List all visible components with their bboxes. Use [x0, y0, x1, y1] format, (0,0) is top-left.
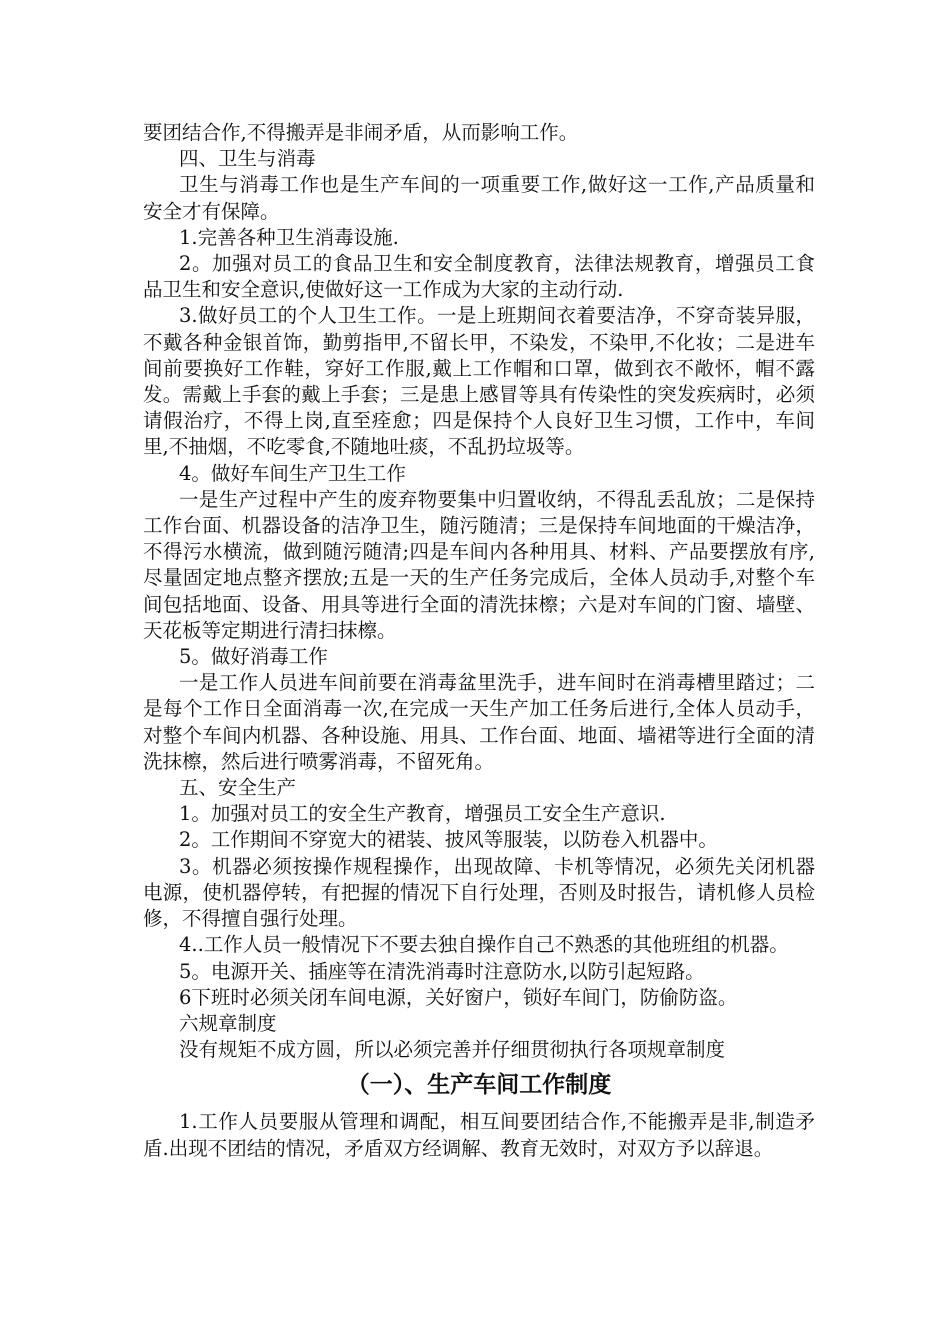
paragraph: 6下班时必须关闭车间电源，关好窗户，锁好车间门，防偷防盗。: [179, 985, 738, 1009]
paragraph: 一是生产过程中产生的废弃物要集中归置收纳，不得乱丢乱放；二是保持工作台面、机器设备的洁净卫生，随污随清；三是保持车间地面的干燥洁净，不得污水横流，做到随污随清;四是车间内各种用具、材料、产品要摆放有序,尽量固定地点整齐摆放;五是一天的生产任务完成后，全体人员动手,对整个车间包括地面、设备、用具等进行全面的清洗抹檫；六是对车间的门窗、墙壁、天花板等定期进行清扫抹檫。: [143, 487, 815, 642]
paragraph: 3.做好员工的个人卫生工作。一是上班期间衣着要洁净，不穿奇装异服，不戴各种金银首饰，勤剪指甲,不留长甲，不染发，不染甲,不化妆；二是进车间前要换好工作鞋，穿好工作服,戴上工作帽和口罩，做到衣不敞怀，帽不露发。需戴上手套的戴上手套；三是患上感冒等具有传染性的突发疾病时，必须请假治疗，不得上岗,直至痊愈；四是保持个人良好卫生习惯，工作中，车间里,不抽烟，不吃零食,不随地吐痰，不乱扔垃圾等。: [143, 304, 815, 459]
paragraph: 1。加强对员工的安全生产教育，增强员工安全生产意识.: [179, 802, 666, 826]
paragraph: 要团结合作,不得搬弄是非闹矛盾，从而影响工作。: [143, 121, 579, 144]
paragraph: 1.完善各种卫生消毒设施.: [179, 225, 399, 249]
paragraph: 四、卫生与消毒: [179, 147, 316, 171]
paragraph: 没有规矩不成方圆，所以必须完善并仔细贯彻执行各项规章制度: [179, 1038, 726, 1062]
paragraph: 4。做好车间生产卫生工作: [179, 461, 406, 485]
document-page: [143, 120, 815, 1162]
paragraph: 4..工作人员一般情况下不要去独自操作自己不熟悉的其他班组的机器。: [179, 933, 789, 957]
paragraph: 六规章制度: [179, 1011, 277, 1035]
paragraph: 5。做好消毒工作: [179, 645, 328, 669]
section-heading: （一）、生产车间工作制度: [346, 1072, 612, 1099]
body-section-a: [143, 120, 815, 1063]
paragraph: 5。电源开关、插座等在清洗消毒时注意防水,以防引起短路。: [179, 959, 705, 983]
body-section-b: [143, 1109, 815, 1161]
paragraph: 1.工作人员要服从管理和调配，相互间要团结合作,不能搬弄是非,制造矛盾.出现不团结的情况，矛盾双方经调解、教育无效时，对双方予以辞退。: [143, 1110, 815, 1160]
paragraph: 3。机器必须按操作规程操作，出现故障、卡机等情况，必须先关闭机器电源，使机器停转，有把握的情况下自行处理，否则及时报告，请机修人员检修，不得擅自强行处理。: [143, 854, 815, 931]
paragraph: 五、安全生产: [179, 776, 297, 800]
paragraph: 2。加强对员工的食品卫生和安全制度教育，法律法规教育，增强员工食品卫生和安全意识,使做好这一工作成为大家的主动行动.: [143, 252, 815, 302]
paragraph: 一是工作人员进车间前要在消毒盆里洗手，进车间时在消毒槽里踏过；二是每个工作日全面消毒一次,在完成一天生产加工任务后进行,全体人员动手，对整个车间内机器、各种设施、用具、工作台面、地面、墙裙等进行全面的清洗抹檫，然后进行喷雾消毒，不留死角。: [143, 671, 815, 773]
paragraph: 卫生与消毒工作也是生产车间的一项重要工作,做好这一工作,产品质量和安全才有保障。: [143, 173, 815, 223]
paragraph: 2。工作期间不穿宽大的裙装、披风等服装，以防卷入机器中。: [179, 828, 718, 852]
